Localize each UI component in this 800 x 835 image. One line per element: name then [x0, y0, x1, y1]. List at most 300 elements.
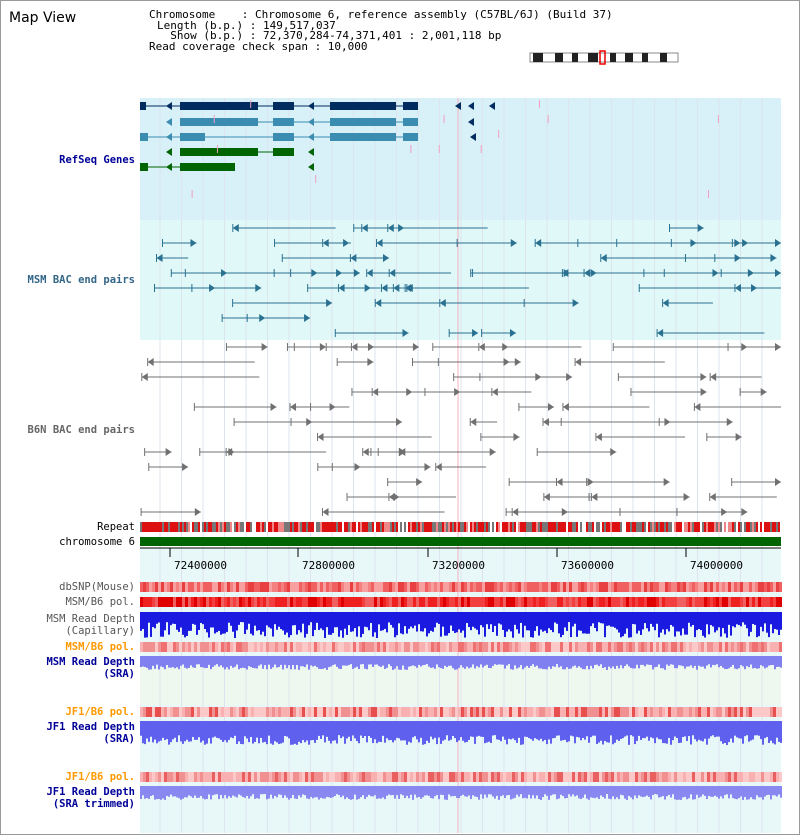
read-depth-bar: [600, 612, 602, 623]
read-depth-bar: [172, 656, 174, 667]
read-depth-bar: [242, 786, 244, 797]
read-depth-bar: [278, 612, 280, 627]
polymorphism-cell: [779, 707, 782, 717]
repeat-block: [598, 522, 600, 532]
read-depth-bar: [166, 786, 168, 796]
polymorphism-cell: [722, 597, 725, 607]
read-depth-bar: [160, 786, 162, 800]
polymorphism-cell: [404, 707, 407, 717]
polymorphism-cell: [254, 582, 257, 592]
read-depth-bar: [670, 612, 672, 625]
polymorphism-cell: [320, 707, 323, 717]
polymorphism-cell: [392, 642, 395, 652]
read-depth-bar: [328, 786, 330, 797]
polymorphism-cell: [551, 597, 554, 607]
read-depth-bar: [398, 786, 400, 799]
read-depth-bar: [448, 656, 450, 666]
polymorphism-cell: [161, 582, 164, 592]
read-depth-bar: [640, 721, 642, 740]
read-depth-bar: [770, 721, 772, 741]
read-depth-bar: [438, 721, 440, 738]
read-depth-bar: [522, 721, 524, 744]
polymorphism-cell: [677, 772, 680, 782]
repeat-block: [212, 522, 214, 532]
polymorphism-cell: [203, 772, 206, 782]
polymorphism-cell: [464, 707, 467, 717]
read-depth-bar: [252, 612, 254, 635]
read-depth-bar: [618, 612, 620, 633]
polymorphism-cell: [527, 597, 530, 607]
polymorphism-cell: [566, 772, 569, 782]
read-depth-bar: [636, 786, 638, 798]
polymorphism-cell: [620, 597, 623, 607]
read-depth-bar: [180, 612, 182, 628]
polymorphism-cell: [728, 772, 731, 782]
repeat-block: [618, 522, 620, 532]
read-depth-bar: [674, 721, 676, 736]
read-depth-bar: [188, 656, 190, 668]
polymorphism-cell: [575, 642, 578, 652]
polymorphism-cell: [440, 707, 443, 717]
repeat-block: [472, 522, 474, 532]
read-depth-bar: [548, 721, 550, 739]
polymorphism-cell: [623, 772, 626, 782]
read-depth-bar: [660, 721, 662, 739]
repeat-block: [466, 522, 468, 532]
read-depth-bar: [200, 721, 202, 742]
read-depth-bar: [454, 786, 456, 796]
polymorphism-cell: [254, 642, 257, 652]
polymorphism-cell: [332, 597, 335, 607]
polymorphism-cell: [263, 707, 266, 717]
polymorphism-cell: [335, 642, 338, 652]
read-depth-bar: [666, 721, 668, 744]
read-depth-bar: [614, 612, 616, 628]
read-depth-bar: [522, 786, 524, 798]
polymorphism-cell: [452, 582, 455, 592]
polymorphism-cell: [206, 642, 209, 652]
polymorphism-cell: [362, 597, 365, 607]
polymorphism-cell: [278, 597, 281, 607]
read-depth-bar: [700, 656, 702, 667]
polymorphism-cell: [365, 707, 368, 717]
polymorphism-cell: [584, 642, 587, 652]
read-depth-bar: [280, 786, 282, 795]
polymorphism-cell: [365, 597, 368, 607]
read-depth-bar: [750, 656, 752, 665]
repeat-block: [362, 522, 364, 532]
read-depth-bar: [520, 612, 522, 623]
polymorphism-cell: [458, 597, 461, 607]
read-depth-bar: [462, 786, 464, 795]
read-depth-bar: [742, 612, 744, 622]
read-depth-bar: [378, 786, 380, 798]
show-line: Show (b.p.) : 72,370,284-74,371,401 : 2,001,118 bp: [157, 29, 502, 42]
polymorphism-cell: [263, 597, 266, 607]
read-depth-bar: [466, 786, 468, 797]
read-depth-bar: [510, 786, 512, 799]
read-depth-bar: [170, 721, 172, 742]
repeat-block: [236, 522, 238, 532]
read-depth-bar: [612, 786, 614, 796]
read-depth-bar: [608, 721, 610, 743]
polymorphism-cell: [440, 642, 443, 652]
repeat-block: [506, 522, 508, 532]
polymorphism-cell: [377, 707, 380, 717]
polymorphism-cell: [239, 642, 242, 652]
read-depth-bar: [276, 656, 278, 668]
read-depth-bar: [602, 786, 604, 797]
polymorphism-cell: [587, 772, 590, 782]
read-depth-bar: [560, 721, 562, 741]
read-depth-bar: [630, 612, 632, 637]
read-depth-bar: [724, 786, 726, 795]
read-depth-bar: [532, 786, 534, 795]
read-depth-bar: [356, 721, 358, 741]
read-depth-bar: [346, 721, 348, 738]
read-depth-bar: [160, 721, 162, 741]
polymorphism-cell: [356, 597, 359, 607]
polymorphism-cell: [518, 772, 521, 782]
read-depth-bar: [628, 656, 630, 666]
polymorphism-cell: [578, 597, 581, 607]
read-depth-bar: [440, 656, 442, 668]
read-depth-bar: [322, 612, 324, 630]
read-depth-bar: [616, 721, 618, 740]
repeat-block: [644, 522, 646, 532]
polymorphism-cell: [737, 707, 740, 717]
repeat-block: [668, 522, 670, 532]
read-depth-bar: [464, 721, 466, 742]
polymorphism-cell: [470, 707, 473, 717]
read-depth-bar: [708, 786, 710, 796]
polymorphism-cell: [593, 582, 596, 592]
polymorphism-cell: [473, 597, 476, 607]
polymorphism-cell: [695, 642, 698, 652]
read-depth-bar: [614, 786, 616, 799]
read-depth-bar: [380, 656, 382, 667]
polymorphism-cell: [752, 642, 755, 652]
track-label-refseq[interactable]: RefSeq Genes: [59, 154, 135, 166]
read-depth-bar: [548, 656, 550, 667]
read-depth-bar: [342, 612, 344, 638]
repeat-block: [248, 522, 250, 532]
read-depth-bar: [304, 656, 306, 667]
read-depth-bar: [628, 612, 630, 638]
repeat-block: [718, 522, 720, 532]
polymorphism-cell: [551, 582, 554, 592]
polymorphism-cell: [227, 707, 230, 717]
read-depth-bar: [142, 721, 144, 743]
read-depth-bar: [436, 612, 438, 623]
polymorphism-cell: [152, 642, 155, 652]
polymorphism-cell: [644, 597, 647, 607]
read-depth-bar: [252, 721, 254, 744]
read-depth-bar: [558, 656, 560, 667]
track-label-msm-depth-sra: MSM Read Depth (SRA): [46, 656, 135, 680]
polymorphism-cell: [290, 772, 293, 782]
read-depth-bar: [632, 656, 634, 668]
read-depth-bar: [450, 786, 452, 796]
read-depth-bar: [482, 786, 484, 799]
read-depth-bar: [472, 656, 474, 664]
polymorphism-cell: [434, 582, 437, 592]
repeat-block: [680, 522, 682, 532]
polymorphism-cell: [425, 582, 428, 592]
read-depth-bar: [440, 721, 442, 744]
read-depth-bar: [664, 612, 666, 635]
repeat-block: [652, 522, 654, 532]
polymorphism-cell: [752, 707, 755, 717]
polymorphism-cell: [242, 642, 245, 652]
repeat-block: [264, 522, 266, 532]
read-depth-bar: [484, 786, 486, 795]
polymorphism-cell: [563, 772, 566, 782]
polymorphism-cell: [713, 772, 716, 782]
polymorphism-cell: [449, 707, 452, 717]
read-depth-bar: [212, 721, 214, 738]
repeat-block: [182, 522, 184, 532]
read-depth-bar: [152, 656, 154, 666]
read-depth-bar: [420, 721, 422, 738]
polymorphism-cell: [374, 597, 377, 607]
read-depth-bar: [578, 786, 580, 798]
polymorphism-cell: [740, 707, 743, 717]
polymorphism-cell: [761, 707, 764, 717]
read-depth-bar: [526, 786, 528, 798]
read-depth-bar: [358, 721, 360, 743]
polymorphism-cell: [203, 582, 206, 592]
repeat-block: [576, 522, 578, 532]
polymorphism-cell: [443, 642, 446, 652]
repeat-block: [640, 522, 642, 532]
polymorphism-cell: [623, 642, 626, 652]
read-depth-bar: [482, 721, 484, 737]
read-depth-bar: [262, 612, 264, 632]
read-depth-bar: [582, 656, 584, 669]
read-depth-bar: [260, 612, 262, 635]
polymorphism-cell: [716, 582, 719, 592]
read-depth-bar: [336, 721, 338, 744]
polymorphism-cell: [491, 582, 494, 592]
read-depth-bar: [184, 656, 186, 668]
read-depth-bar: [676, 656, 678, 668]
repeat-block: [210, 522, 212, 532]
axis-tick-label: 74000000: [690, 559, 743, 572]
repeat-block: [380, 522, 382, 532]
polymorphism-cell: [779, 597, 782, 607]
read-depth-bar: [446, 656, 448, 667]
read-depth-bar: [524, 656, 526, 667]
read-depth-bar: [456, 721, 458, 742]
repeat-block: [724, 522, 726, 532]
polymorphism-cell: [191, 707, 194, 717]
read-depth-bar: [384, 612, 386, 629]
read-depth-bar: [644, 612, 646, 623]
polymorphism-cell: [221, 597, 224, 607]
track-label-b6n-bac[interactable]: B6N BAC end pairs: [27, 424, 135, 436]
read-depth-bar: [574, 721, 576, 743]
polymorphism-cell: [251, 597, 254, 607]
polymorphism-cell: [677, 642, 680, 652]
polymorphism-cell: [623, 582, 626, 592]
polymorphism-cell: [575, 707, 578, 717]
polymorphism-cell: [584, 772, 587, 782]
read-depth-bar: [368, 656, 370, 665]
polymorphism-cell: [629, 582, 632, 592]
read-depth-bar: [562, 721, 564, 740]
repeat-block: [756, 522, 758, 532]
read-depth-bar: [428, 656, 430, 667]
read-depth-bar: [658, 786, 660, 798]
read-depth-bar: [212, 612, 214, 627]
read-depth-bar: [626, 721, 628, 735]
polymorphism-cell: [527, 642, 530, 652]
polymorphism-cell: [239, 707, 242, 717]
read-depth-bar: [502, 786, 504, 795]
polymorphism-cell: [617, 597, 620, 607]
read-depth-bar: [266, 786, 268, 799]
read-depth-bar: [206, 656, 208, 668]
polymorphism-cell: [572, 642, 575, 652]
read-depth-bar: [738, 656, 740, 668]
read-depth-bar: [752, 786, 754, 799]
polymorphism-cell: [611, 642, 614, 652]
polymorphism-cell: [656, 582, 659, 592]
read-depth-bar: [712, 721, 714, 735]
read-depth-bar: [742, 656, 744, 666]
track-label-msm-bac[interactable]: MSM BAC end pairs: [27, 274, 135, 286]
repeat-block: [384, 522, 386, 532]
read-depth-bar: [644, 786, 646, 797]
polymorphism-cell: [383, 582, 386, 592]
read-depth-bar: [466, 721, 468, 742]
polymorphism-cell: [245, 772, 248, 782]
read-depth-bar: [320, 656, 322, 669]
read-depth-bar: [388, 721, 390, 740]
read-depth-bar: [730, 786, 732, 794]
polymorphism-cell: [662, 707, 665, 717]
read-depth-bar: [558, 786, 560, 799]
ideogram-band: [555, 53, 563, 62]
read-depth-bar: [342, 656, 344, 666]
read-depth-bar: [720, 612, 722, 637]
polymorphism-cell: [692, 707, 695, 717]
polymorphism-cell: [239, 772, 242, 782]
read-depth-bar: [182, 656, 184, 664]
polymorphism-cell: [755, 642, 758, 652]
polymorphism-cell: [758, 597, 761, 607]
polymorphism-cell: [374, 582, 377, 592]
read-depth-bar: [682, 786, 684, 797]
read-depth-bar: [698, 786, 700, 798]
polymorphism-cell: [686, 772, 689, 782]
repeat-block: [162, 522, 164, 532]
repeat-block: [584, 522, 586, 532]
read-depth-bar: [742, 786, 744, 800]
read-depth-bar: [506, 786, 508, 795]
read-depth-bar: [430, 656, 432, 668]
polymorphism-cell: [512, 772, 515, 782]
polymorphism-cell: [179, 642, 182, 652]
polymorphism-cell: [677, 582, 680, 592]
read-depth-bar: [620, 656, 622, 665]
repeat-block: [546, 522, 548, 532]
read-depth-bar: [352, 612, 354, 631]
polymorphism-cell: [728, 582, 731, 592]
polymorphism-cell: [230, 707, 233, 717]
read-depth-bar: [774, 656, 776, 669]
polymorphism-cell: [725, 642, 728, 652]
polymorphism-cell: [605, 582, 608, 592]
polymorphism-cell: [410, 582, 413, 592]
read-depth-bar: [648, 721, 650, 741]
read-depth-bar: [352, 786, 354, 799]
read-depth-bar: [536, 786, 538, 795]
read-depth-bar: [490, 721, 492, 743]
read-depth-bar: [698, 721, 700, 740]
repeat-block: [292, 522, 294, 532]
read-depth-bar: [218, 612, 220, 631]
read-depth-bar: [246, 656, 248, 670]
repeat-block: [774, 522, 776, 532]
repeat-block: [326, 522, 328, 532]
polymorphism-cell: [332, 707, 335, 717]
read-depth-bar: [380, 612, 382, 631]
read-depth-bar: [572, 656, 574, 666]
polymorphism-cell: [557, 582, 560, 592]
read-depth-bar: [462, 721, 464, 741]
repeat-block: [478, 522, 480, 532]
repeat-block: [558, 522, 560, 532]
repeat-block: [338, 522, 340, 532]
axis-tick-label: 72800000: [302, 559, 355, 572]
read-depth-bar: [174, 721, 176, 738]
read-depth-bar: [202, 721, 204, 741]
read-depth-bar: [612, 612, 614, 627]
polymorphism-cell: [209, 707, 212, 717]
polymorphism-cell: [329, 642, 332, 652]
read-depth-bar: [538, 612, 540, 636]
axis-tick-label: 72400000: [174, 559, 227, 572]
repeat-block: [238, 522, 240, 532]
polymorphism-cell: [749, 597, 752, 607]
repeat-block: [168, 522, 170, 532]
polymorphism-cell: [608, 707, 611, 717]
gene-exon: [180, 148, 258, 156]
read-depth-bar: [722, 721, 724, 744]
polymorphism-cell: [545, 597, 548, 607]
read-depth-bar: [734, 656, 736, 669]
read-depth-bar: [746, 721, 748, 735]
read-depth-bar: [716, 656, 718, 664]
read-depth-bar: [340, 612, 342, 630]
read-depth-bar: [232, 656, 234, 668]
polymorphism-cell: [659, 707, 662, 717]
read-depth-bar: [376, 656, 378, 664]
polymorphism-cell: [485, 772, 488, 782]
polymorphism-cell: [362, 772, 365, 782]
polymorphism-cell: [356, 582, 359, 592]
repeat-block: [442, 522, 444, 532]
read-depth-bar: [374, 612, 376, 632]
read-depth-bar: [750, 612, 752, 632]
polymorphism-cell: [578, 642, 581, 652]
polymorphism-cell: [374, 772, 377, 782]
polymorphism-cell: [380, 772, 383, 782]
read-depth-bar: [546, 721, 548, 744]
repeat-block: [198, 522, 200, 532]
